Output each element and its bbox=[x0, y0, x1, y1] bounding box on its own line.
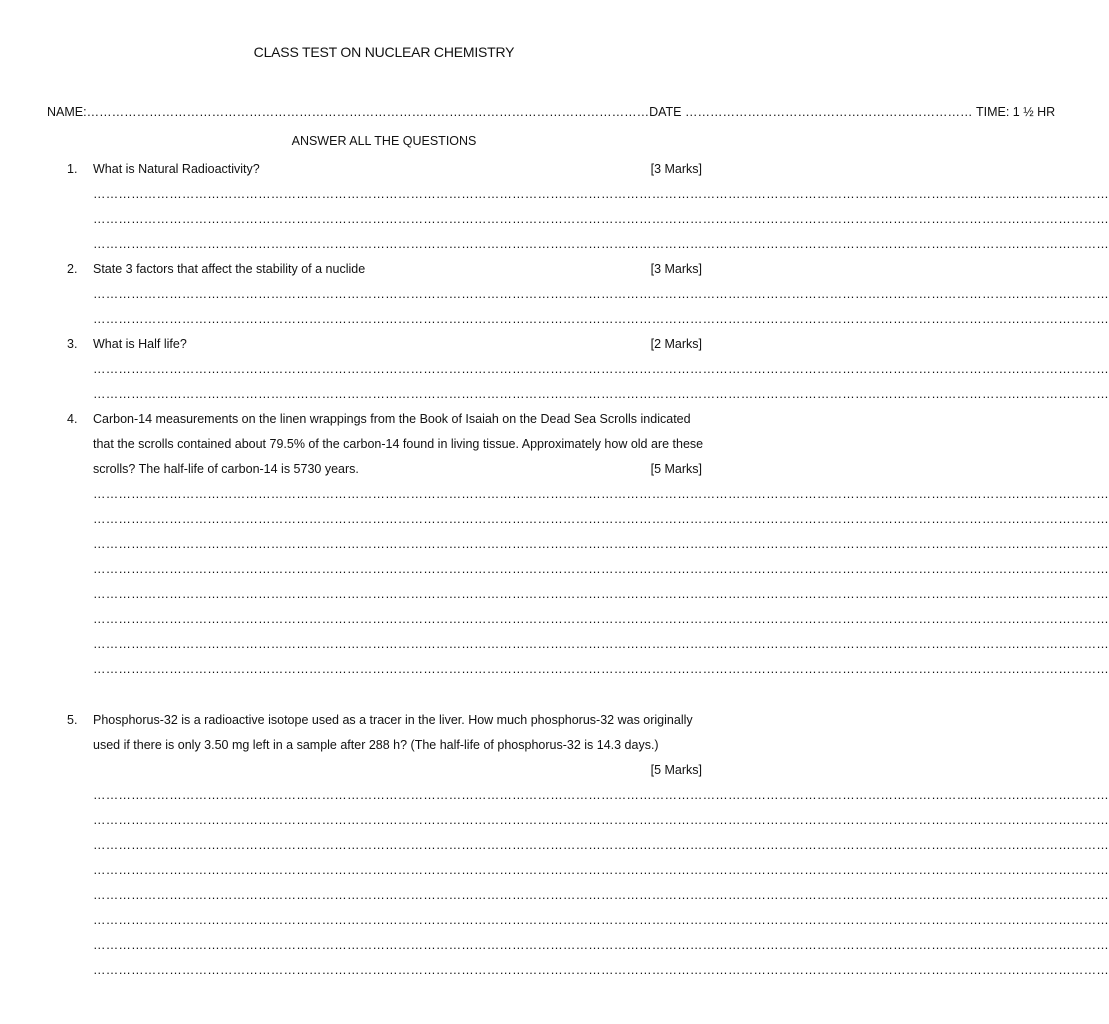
question-text: Carbon-14 measurements on the linen wrappings from the Book of Isaiah on the Dead Sea Scrolls indicated bbox=[93, 412, 691, 426]
marks-label: [5 Marks] bbox=[650, 462, 702, 476]
answer-line[interactable]: …………………………………………………………………………………………………………………………………………………………………………………………………………………… bbox=[93, 212, 1109, 226]
answer-line[interactable]: …………………………………………………………………………………………………………………………………………………………………………………………………………………… bbox=[93, 863, 1109, 877]
name-label: NAME: bbox=[47, 105, 87, 119]
question-text-row bbox=[67, 432, 715, 457]
answer-line[interactable]: …………………………………………………………………………………………………………………………………………………………………………………………………………………… bbox=[93, 362, 1109, 376]
question-3 bbox=[67, 332, 1109, 407]
marks-label: [3 Marks] bbox=[650, 262, 702, 276]
answer-line[interactable]: …………………………………………………………………………………………………………………………………………………………………………………………………………………… bbox=[93, 537, 1109, 551]
question-text-row bbox=[67, 407, 715, 432]
question-text-row bbox=[67, 257, 715, 282]
answer-line[interactable]: …………………………………………………………………………………………………………………………………………………………………………………………………………………… bbox=[93, 187, 1109, 201]
page-title: CLASS TEST ON NUCLEAR CHEMISTRY bbox=[253, 44, 515, 60]
question-number: 5. bbox=[67, 713, 78, 727]
answer-line[interactable]: …………………………………………………………………………………………………………………………………………………………………………………………………………………… bbox=[93, 788, 1109, 802]
answer-line[interactable]: …………………………………………………………………………………………………………………………………………………………………………………………………………………… bbox=[93, 913, 1109, 927]
date-label: DATE bbox=[649, 105, 682, 119]
marks-label: [5 Marks] bbox=[650, 763, 702, 777]
question-text-row bbox=[67, 758, 715, 783]
answer-line[interactable]: …………………………………………………………………………………………………………………………………………………………………………………………………………………… bbox=[93, 612, 1109, 626]
question-1 bbox=[67, 157, 1109, 257]
answer-line[interactable]: …………………………………………………………………………………………………………………………………………………………………………………………………………………… bbox=[93, 237, 1109, 251]
student-info-line bbox=[47, 105, 1056, 119]
instructions-heading: ANSWER ALL THE QUESTIONS bbox=[291, 134, 477, 148]
question-text: Phosphorus-32 is a radioactive isotope used as a tracer in the liver. How much phosphorus-32 was originally bbox=[93, 713, 693, 727]
answer-line[interactable]: …………………………………………………………………………………………………………………………………………………………………………………………………………………… bbox=[93, 662, 1109, 676]
question-text-row bbox=[67, 708, 715, 733]
marks-label: [3 Marks] bbox=[650, 162, 702, 176]
question-2 bbox=[67, 257, 1109, 332]
question-number: 2. bbox=[67, 262, 78, 276]
answer-line[interactable]: …………………………………………………………………………………………………………………………………………………………………………………………………………………… bbox=[93, 562, 1109, 576]
answer-line[interactable]: …………………………………………………………………………………………………………………………………………………………………………………………………………………… bbox=[93, 312, 1109, 326]
answer-line[interactable]: …………………………………………………………………………………………………………………………………………………………………………………………………………………… bbox=[93, 637, 1109, 651]
question-text-row bbox=[67, 733, 715, 758]
question-text: State 3 factors that affect the stability of a nuclide bbox=[93, 262, 366, 276]
question-5 bbox=[67, 708, 1109, 983]
answer-line[interactable]: …………………………………………………………………………………………………………………………………………………………………………………………………………………… bbox=[93, 813, 1109, 827]
question-number: 4. bbox=[67, 412, 78, 426]
question-number: 1. bbox=[67, 162, 78, 176]
answer-line[interactable]: …………………………………………………………………………………………………………………………………………………………………………………………………………………… bbox=[93, 838, 1109, 852]
answer-line[interactable]: …………………………………………………………………………………………………………………………………………………………………………………………………………………… bbox=[93, 487, 1109, 501]
answer-line[interactable]: …………………………………………………………………………………………………………………………………………………………………………………………………………………… bbox=[93, 888, 1109, 902]
question-text-row bbox=[67, 157, 715, 182]
name-field-blank: ……………………………………………………………………………………………………………………… bbox=[86, 105, 650, 119]
question-number: 3. bbox=[67, 337, 78, 351]
question-4 bbox=[67, 407, 1109, 682]
answer-line[interactable]: …………………………………………………………………………………………………………………………………………………………………………………………………………………… bbox=[93, 963, 1109, 977]
question-text-row bbox=[67, 332, 715, 357]
answer-line[interactable]: …………………………………………………………………………………………………………………………………………………………………………………………………………………… bbox=[93, 587, 1109, 601]
date-field-blank: …………………………………………………………… bbox=[685, 105, 973, 119]
question-text: What is Half life? bbox=[93, 337, 187, 351]
question-text: What is Natural Radioactivity? bbox=[93, 162, 260, 176]
time-label: TIME: 1 ½ HR bbox=[975, 105, 1056, 119]
answer-line[interactable]: …………………………………………………………………………………………………………………………………………………………………………………………………………………… bbox=[93, 287, 1109, 301]
answer-line[interactable]: …………………………………………………………………………………………………………………………………………………………………………………………………………………… bbox=[93, 387, 1109, 401]
question-text: used if there is only 3.50 mg left in a sample after 288 h? (The half-life of phosphorus-32 is 14.3 days.) bbox=[93, 738, 659, 752]
answer-line[interactable]: …………………………………………………………………………………………………………………………………………………………………………………………………………………… bbox=[93, 938, 1109, 952]
question-text: scrolls? The half-life of carbon-14 is 5730 years. bbox=[93, 462, 359, 476]
question-text: that the scrolls contained about 79.5% of the carbon-14 found in living tissue. Approximately how old are these bbox=[93, 437, 704, 451]
marks-label: [2 Marks] bbox=[650, 337, 702, 351]
answer-line[interactable]: …………………………………………………………………………………………………………………………………………………………………………………………………………………… bbox=[93, 512, 1109, 526]
question-text-row bbox=[67, 457, 715, 482]
